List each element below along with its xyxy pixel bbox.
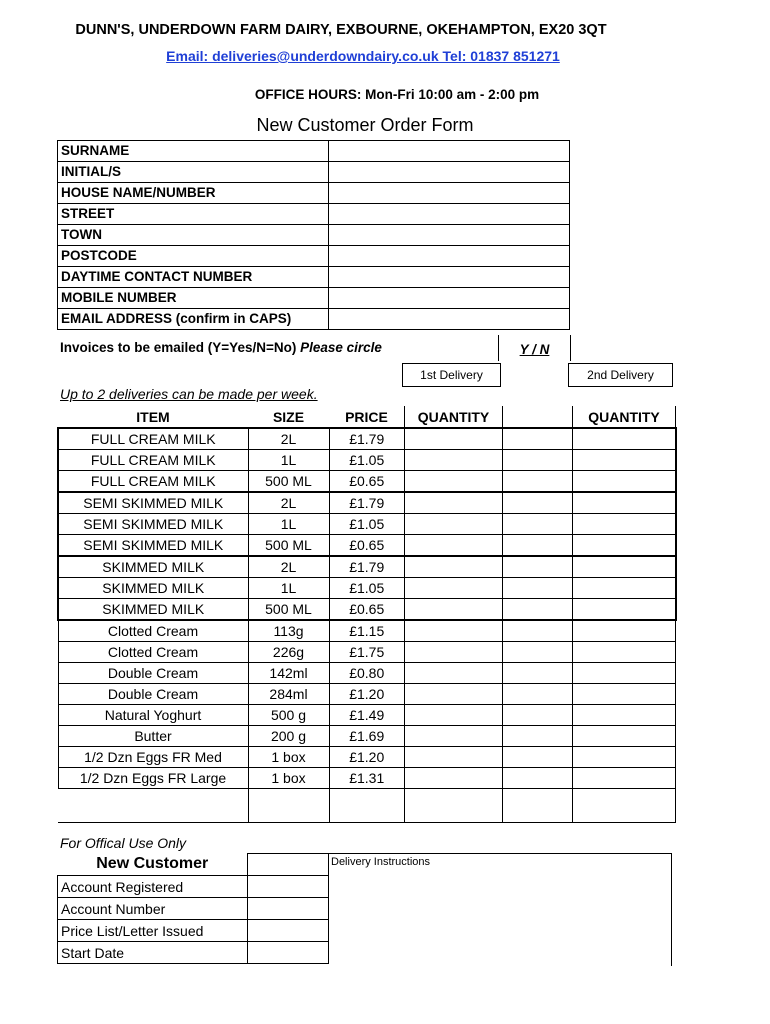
products-table (57, 406, 677, 823)
gap-cell (503, 642, 573, 663)
product-size: 2L (248, 556, 329, 578)
customer-field-label: SURNAME (58, 141, 329, 162)
quantity-1-input[interactable] (405, 642, 503, 663)
product-item: SEMI SKIMMED MILK (58, 492, 248, 514)
product-row (58, 620, 676, 642)
gap-cell (503, 514, 573, 535)
product-item: Double Cream (58, 684, 248, 705)
customer-field-input[interactable] (329, 246, 570, 267)
quantity-1-input[interactable] (405, 514, 503, 535)
product-row (58, 556, 676, 578)
quantity-1-input[interactable] (405, 599, 503, 621)
delivery-instructions-label: Delivery Instructions (331, 856, 431, 868)
product-size: 500 g (248, 705, 329, 726)
customer-field-row (58, 162, 570, 183)
customer-field-label: HOUSE NAME/NUMBER (58, 183, 329, 204)
office-value[interactable] (248, 898, 329, 920)
quantity-2-input[interactable] (573, 599, 676, 621)
product-row (58, 492, 676, 514)
product-row (58, 578, 676, 599)
gap-cell (503, 684, 573, 705)
office-label: Account Registered (58, 876, 248, 898)
customer-field-input[interactable] (329, 162, 570, 183)
product-item: SEMI SKIMMED MILK (58, 514, 248, 535)
blank-cell (248, 789, 329, 823)
gap-cell (503, 492, 573, 514)
invoice-question-text: Invoices to be emailed (Y=Yes/N=No) (60, 340, 301, 355)
product-size: 2L (248, 428, 329, 450)
product-item: Double Cream (58, 663, 248, 684)
product-price: £1.75 (329, 642, 405, 663)
quantity-2-input[interactable] (573, 428, 676, 450)
product-row (58, 514, 676, 535)
product-size: 1L (248, 514, 329, 535)
customer-field-row (58, 309, 570, 330)
product-item: SKIMMED MILK (58, 578, 248, 599)
blank-cell[interactable] (405, 789, 503, 823)
customer-field-input[interactable] (329, 183, 570, 204)
office-value[interactable] (248, 942, 329, 964)
office-use-table (57, 853, 329, 964)
quantity-2-input[interactable] (573, 514, 676, 535)
product-size: 226g (248, 642, 329, 663)
product-row (58, 642, 676, 663)
invoice-hint: Please circle (300, 340, 382, 355)
office-row (58, 898, 329, 920)
quantity-2-input[interactable] (573, 768, 676, 789)
gap-cell (503, 663, 573, 684)
quantity-1-input[interactable] (405, 471, 503, 493)
product-size: 500 ML (248, 599, 329, 621)
product-size: 113g (248, 620, 329, 642)
quantity-1-input[interactable] (405, 492, 503, 514)
quantity-1-input[interactable] (405, 450, 503, 471)
col-qty-2: QUANTITY (573, 406, 676, 428)
quantity-2-input[interactable] (573, 726, 676, 747)
gap-cell (503, 705, 573, 726)
product-item: SEMI SKIMMED MILK (58, 535, 248, 557)
gap-cell (503, 450, 573, 471)
product-price: £1.31 (329, 768, 405, 789)
product-row (58, 471, 676, 493)
office-label: Account Number (58, 898, 248, 920)
gap-cell (503, 747, 573, 768)
second-delivery-label: 2nd Delivery (568, 363, 673, 387)
product-row (58, 705, 676, 726)
product-item: 1/2 Dzn Eggs FR Med (58, 747, 248, 768)
invoice-email-question (60, 340, 382, 355)
quantity-2-input[interactable] (573, 492, 676, 514)
blank-cell (329, 789, 405, 823)
customer-field-label: POSTCODE (58, 246, 329, 267)
product-row (58, 428, 676, 450)
quantity-2-input[interactable] (573, 620, 676, 642)
official-use-note: For Offical Use Only (60, 835, 187, 851)
gap-cell (503, 556, 573, 578)
product-row (58, 726, 676, 747)
customer-field-input[interactable] (329, 141, 570, 162)
product-price: £0.65 (329, 599, 405, 621)
product-price: £1.05 (329, 514, 405, 535)
product-price: £1.20 (329, 747, 405, 768)
office-row (58, 920, 329, 942)
product-item: Butter (58, 726, 248, 747)
product-item: SKIMMED MILK (58, 556, 248, 578)
quantity-2-input[interactable] (573, 663, 676, 684)
product-price: £1.79 (329, 492, 405, 514)
product-size: 2L (248, 492, 329, 514)
customer-field-input[interactable] (329, 204, 570, 225)
product-size: 142ml (248, 663, 329, 684)
customer-field-row (58, 204, 570, 225)
customer-field-row (58, 246, 570, 267)
quantity-1-input[interactable] (405, 684, 503, 705)
gap-cell (503, 599, 573, 621)
quantity-1-input[interactable] (405, 768, 503, 789)
product-size: 1 box (248, 768, 329, 789)
product-price: £1.69 (329, 726, 405, 747)
quantity-2-input[interactable] (573, 556, 676, 578)
product-row (58, 747, 676, 768)
quantity-1-input[interactable] (405, 556, 503, 578)
col-gap (503, 406, 573, 428)
product-item: SKIMMED MILK (58, 599, 248, 621)
gap-cell (503, 535, 573, 557)
customer-field-label: TOWN (58, 225, 329, 246)
office-value[interactable] (248, 854, 329, 876)
customer-field-input[interactable] (329, 267, 570, 288)
quantity-1-input[interactable] (405, 578, 503, 599)
office-hours: OFFICE HOURS: Mon-Fri 10:00 am - 2:00 pm (254, 87, 540, 102)
delivery-instructions-box[interactable] (328, 853, 672, 966)
product-row (58, 768, 676, 789)
office-label: Price List/Letter Issued (58, 920, 248, 942)
customer-field-input[interactable] (329, 288, 570, 309)
product-item: Clotted Cream (58, 620, 248, 642)
gap-cell (503, 578, 573, 599)
product-size: 1L (248, 578, 329, 599)
product-item: FULL CREAM MILK (58, 428, 248, 450)
product-size: 284ml (248, 684, 329, 705)
product-price: £1.79 (329, 428, 405, 450)
quantity-2-input[interactable] (573, 642, 676, 663)
product-price: £1.15 (329, 620, 405, 642)
product-price: £1.05 (329, 578, 405, 599)
quantity-2-input[interactable] (573, 684, 676, 705)
blank-cell[interactable] (573, 789, 676, 823)
blank-cell (58, 789, 248, 823)
gap-cell (503, 428, 573, 450)
blank-cell (503, 789, 573, 823)
customer-field-row (58, 267, 570, 288)
page-title: New Customer Order Form (256, 115, 474, 135)
col-price: PRICE (345, 408, 388, 425)
dairy-address-heading: DUNN'S, UNDERDOWN FARM DAIRY, EXBOURNE, OKEHAMPTON, EX20 3QT (75, 22, 607, 38)
quantity-2-input[interactable] (573, 705, 676, 726)
product-row (58, 450, 676, 471)
quantity-2-input[interactable] (573, 450, 676, 471)
product-price: £1.20 (329, 684, 405, 705)
customer-field-label: MOBILE NUMBER (58, 288, 329, 309)
customer-field-row (58, 288, 570, 309)
blank-row (58, 789, 676, 823)
quantity-1-input[interactable] (405, 620, 503, 642)
quantity-2-input[interactable] (573, 747, 676, 768)
customer-field-label: DAYTIME CONTACT NUMBER (58, 267, 329, 288)
product-item: 1/2 Dzn Eggs FR Large (58, 768, 248, 789)
product-item: FULL CREAM MILK (58, 471, 248, 493)
product-size: 500 ML (248, 535, 329, 557)
product-price: £0.80 (329, 663, 405, 684)
office-row (58, 876, 329, 898)
product-row (58, 663, 676, 684)
product-size: 1L (248, 450, 329, 471)
col-qty-1: QUANTITY (405, 406, 503, 428)
first-delivery-label: 1st Delivery (402, 363, 501, 387)
invoice-yn-choice[interactable]: Y / N (498, 335, 571, 361)
col-item: ITEM (136, 408, 170, 425)
contact-link[interactable]: Email: deliveries@underdowndairy.co.uk Tel: 01837 851271 (166, 48, 560, 64)
customer-field-row (58, 183, 570, 204)
new-customer-heading: New Customer (58, 854, 248, 876)
office-label: Start Date (58, 942, 248, 964)
product-price: £1.79 (329, 556, 405, 578)
product-item: Natural Yoghurt (58, 705, 248, 726)
product-size: 1 box (248, 747, 329, 768)
customer-field-label: INITIAL/S (58, 162, 329, 183)
quantity-2-input[interactable] (573, 471, 676, 493)
product-row (58, 599, 676, 621)
gap-cell (503, 768, 573, 789)
quantity-2-input[interactable] (573, 578, 676, 599)
product-price: £0.65 (329, 471, 405, 493)
customer-field-row (58, 225, 570, 246)
gap-cell (503, 620, 573, 642)
quantity-1-input[interactable] (405, 726, 503, 747)
product-price: £1.49 (329, 705, 405, 726)
product-price: £0.65 (329, 535, 405, 557)
quantity-1-input[interactable] (405, 747, 503, 768)
quantity-1-input[interactable] (405, 705, 503, 726)
customer-field-input[interactable] (329, 309, 570, 330)
col-size: SIZE (272, 408, 305, 425)
office-value[interactable] (248, 876, 329, 898)
quantity-1-input[interactable] (405, 428, 503, 450)
product-row (58, 535, 676, 557)
delivery-note: Up to 2 deliveries can be made per week. (60, 386, 318, 402)
product-row (58, 684, 676, 705)
customer-details-table (57, 140, 570, 330)
product-price: £1.05 (329, 450, 405, 471)
quantity-2-input[interactable] (573, 535, 676, 557)
gap-cell (503, 471, 573, 493)
office-value[interactable] (248, 920, 329, 942)
quantity-1-input[interactable] (405, 535, 503, 557)
customer-field-input[interactable] (329, 225, 570, 246)
customer-field-label: EMAIL ADDRESS (confirm in CAPS) (58, 309, 329, 330)
product-item: FULL CREAM MILK (58, 450, 248, 471)
quantity-1-input[interactable] (405, 663, 503, 684)
customer-field-row (58, 141, 570, 162)
product-item: Clotted Cream (58, 642, 248, 663)
product-size: 200 g (248, 726, 329, 747)
office-row (58, 942, 329, 964)
customer-field-label: STREET (58, 204, 329, 225)
gap-cell (503, 726, 573, 747)
product-size: 500 ML (248, 471, 329, 493)
